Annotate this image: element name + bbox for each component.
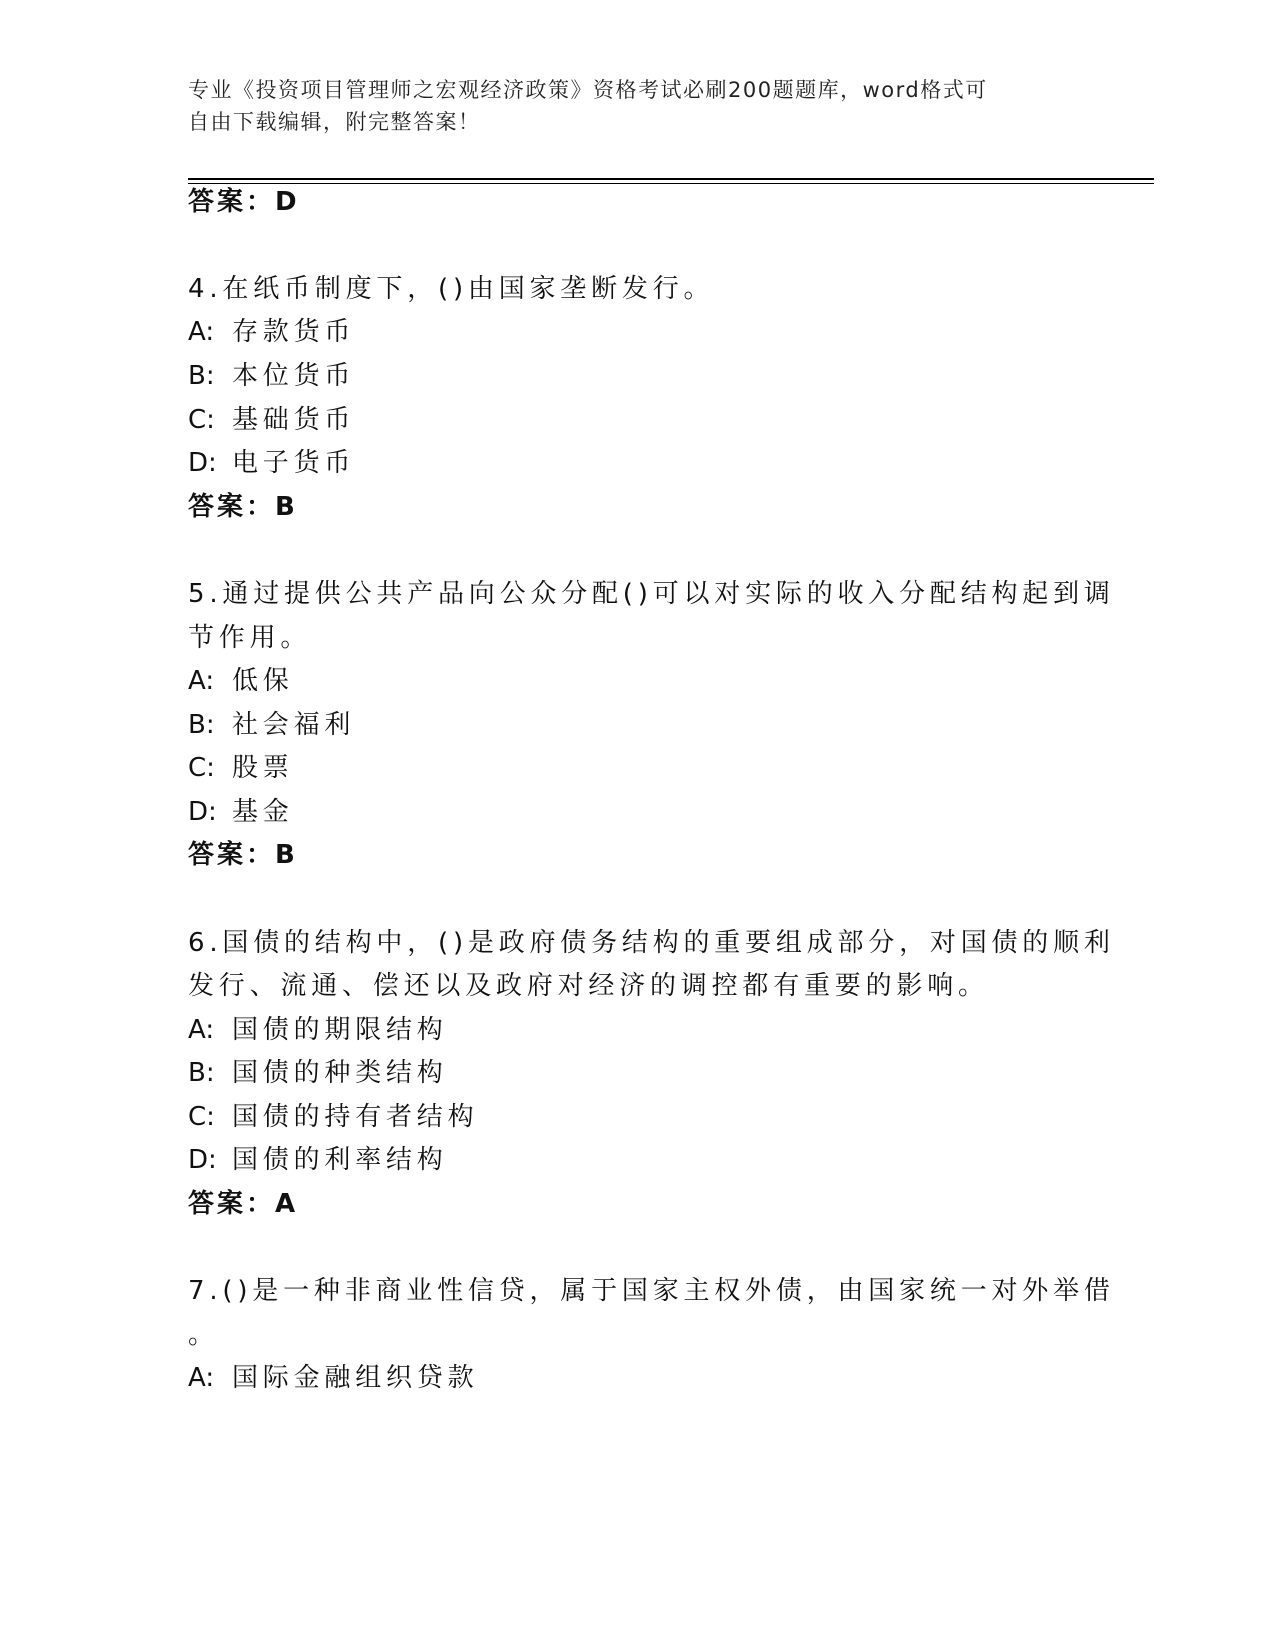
question-5-stem-line-2: 节作用。	[188, 623, 312, 653]
question-4-stem: 4.在纸币制度下，()由国家垄断发行。	[188, 274, 715, 304]
question-6-stem-line-2: 发行、流通、偿还以及政府对经济的调控都有重要的影响。	[188, 971, 989, 1001]
option-key: A:	[188, 1015, 215, 1045]
question-6-option-d	[188, 1143, 448, 1177]
option-key: C:	[188, 1102, 215, 1132]
question-6-stem-line-1: 6.国债的结构中，()是政府债务结构的重要组成部分，对国债的顺利	[188, 928, 1115, 958]
header-divider-thin	[188, 183, 1154, 184]
option-text: 国际金融组织贷款	[232, 1363, 479, 1393]
question-7-option-a	[188, 1361, 478, 1395]
header-line-1: 专业《投资项目管理师之宏观经济政策》资格考试必刷200题题库，word格式可	[188, 78, 988, 102]
option-text: 国债的利率结构	[232, 1145, 448, 1175]
option-text: 基础货币	[232, 405, 356, 435]
option-text: 基金	[232, 797, 294, 827]
option-text: 电子货币	[232, 448, 356, 478]
header-line-2: 自由下载编辑，附完整答案！	[188, 110, 481, 134]
option-key: C:	[188, 405, 215, 435]
option-key: C:	[188, 753, 215, 783]
question-4-option-c	[188, 403, 355, 437]
question-7-stem-line-2: 。	[188, 1320, 219, 1350]
option-key: B:	[188, 1058, 215, 1088]
option-key: B:	[188, 361, 215, 391]
question-5-option-a	[188, 664, 294, 698]
option-text: 低保	[232, 666, 294, 696]
option-key: A:	[188, 666, 215, 696]
option-key: A:	[188, 317, 215, 347]
answer-3: 答案：D	[188, 187, 300, 217]
question-5-option-c	[188, 751, 294, 785]
option-key: B:	[188, 710, 215, 740]
question-7-stem-line-1: 7.()是一种非商业性信贷，属于国家主权外债，由国家统一对外举借	[188, 1276, 1115, 1306]
option-text: 国债的期限结构	[232, 1015, 448, 1045]
answer-4: 答案：B	[188, 492, 298, 522]
document-header	[188, 74, 1068, 138]
question-5-option-b	[188, 708, 355, 742]
question-6-option-c	[188, 1100, 478, 1134]
option-key: D:	[188, 797, 217, 827]
option-text: 本位货币	[232, 361, 356, 391]
answer-5: 答案：B	[188, 840, 298, 870]
question-4-option-d	[188, 446, 355, 480]
option-text: 国债的种类结构	[232, 1058, 448, 1088]
option-text: 存款货币	[232, 317, 356, 347]
option-text: 股票	[232, 753, 294, 783]
question-5-stem-line-1: 5.通过提供公共产品向公众分配()可以对实际的收入分配结构起到调	[188, 579, 1115, 609]
question-4-option-b	[188, 359, 355, 393]
option-text: 国债的持有者结构	[232, 1102, 479, 1132]
question-5-option-d	[188, 795, 294, 829]
question-6-option-a	[188, 1013, 448, 1047]
answer-6: 答案：A	[188, 1189, 299, 1219]
header-divider	[188, 178, 1154, 180]
option-key: D:	[188, 1145, 217, 1175]
question-6-option-b	[188, 1056, 448, 1090]
option-text: 社会福利	[232, 710, 356, 740]
question-4-option-a	[188, 315, 355, 349]
option-key: D:	[188, 448, 217, 478]
option-key: A:	[188, 1363, 215, 1393]
